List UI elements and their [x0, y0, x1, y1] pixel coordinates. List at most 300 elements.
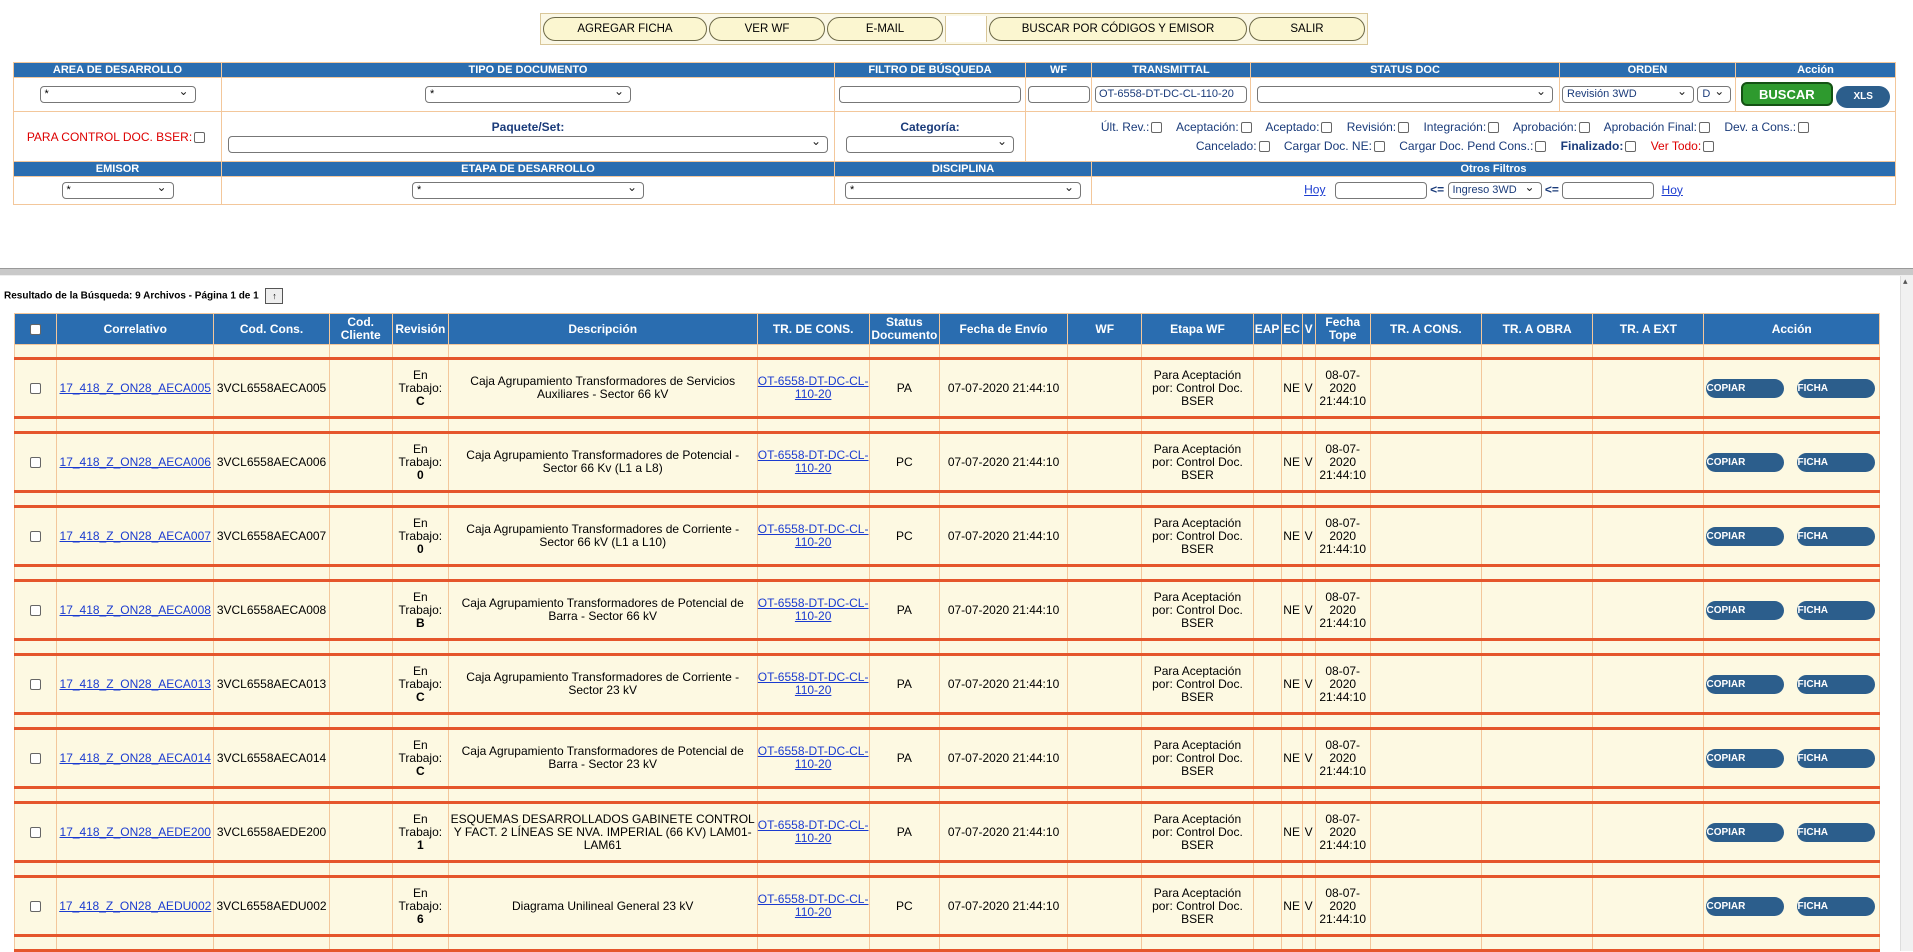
toolbar-separator [945, 16, 987, 42]
buscar-button[interactable]: BUSCAR [1741, 82, 1833, 106]
etapa-wf-cell: Para Aceptación por: Control Doc. BSER [1142, 359, 1253, 418]
cod-cliente-cell [329, 729, 392, 788]
revision-value: C [415, 763, 425, 778]
table-row [15, 433, 1880, 492]
orden-select[interactable]: Revisión 3WD ⌄ [1562, 86, 1694, 103]
tr-a-cons-cell [1370, 655, 1481, 714]
control-bser-checkbox[interactable] [194, 132, 205, 143]
accion-cell [1704, 359, 1880, 418]
dev-a-cons-checkbox[interactable] [1798, 122, 1809, 133]
revision-value: C [415, 393, 425, 408]
status-cell: PC [869, 433, 939, 492]
fecha-tope-cell: 08-07-2020 21:44:10 [1315, 803, 1370, 862]
fecha-desde-input[interactable] [1335, 182, 1427, 199]
accion-cell [1704, 433, 1880, 492]
cod-cliente-cell [329, 877, 392, 936]
area-header: AREA DE DESARROLLO [14, 63, 222, 78]
tr-cons-link[interactable]: OT-6558-DT-DC-CL-110-20 [757, 744, 869, 771]
col-accion: Acción [1704, 314, 1880, 345]
accion-cell [1704, 581, 1880, 640]
wf-cell [1068, 803, 1142, 862]
correlativo-cell [57, 507, 214, 566]
paquete-label: Paquete/Set: [491, 120, 565, 134]
tr-cons-cell [757, 877, 869, 936]
fecha-envio-cell: 07-07-2020 21:44:10 [939, 803, 1067, 862]
correlativo-link[interactable]: 17_418_Z_ON28_AECA006 [59, 455, 211, 469]
ficha-button[interactable]: FICHA [1797, 823, 1875, 842]
etapa-select[interactable]: * ⌄ [412, 182, 644, 199]
row-checkbox[interactable] [30, 827, 41, 838]
ult-rev-checkbox[interactable] [1151, 122, 1162, 133]
tr-a-obra-cell [1482, 729, 1593, 788]
wf-cell [1068, 433, 1142, 492]
ver-todo-label: Ver Todo: [1650, 138, 1702, 153]
cod-cliente-cell [329, 359, 392, 418]
col-cod-cons[interactable]: Cod. Cons. [214, 314, 329, 345]
tr-cons-link[interactable]: OT-6558-DT-DC-CL-110-20 [757, 448, 869, 475]
etapa-wf-cell: Para Aceptación por: Control Doc. BSER [1142, 507, 1253, 566]
tr-a-ext-cell [1593, 877, 1704, 936]
col-tr-a-cons[interactable]: TR. A CONS. [1370, 314, 1481, 345]
cod-cons-cell: 3VCL6558AECA007 [214, 507, 329, 566]
col-fecha-envio[interactable]: Fecha de Envío [939, 314, 1067, 345]
revision-cell [392, 803, 448, 862]
cod-cons-cell: 3VCL6558AECA008 [214, 581, 329, 640]
descripcion-cell: Caja Agrupamiento Transformadores de Potencial - Sector 66 Kv (L1 a L8) [448, 433, 757, 492]
descripcion-cell: Diagrama Unilineal General 23 kV [448, 877, 757, 936]
transmittal-header: TRANSMITTAL [1092, 63, 1251, 78]
tr-a-obra-cell [1482, 877, 1593, 936]
col-tr-de-cons[interactable]: TR. DE CONS. [757, 314, 869, 345]
tr-cons-cell [757, 359, 869, 418]
revision-cell [392, 507, 448, 566]
eap-cell [1253, 877, 1281, 936]
row-separator [15, 788, 1880, 803]
tr-a-obra-cell [1482, 433, 1593, 492]
tr-a-cons-cell [1370, 507, 1481, 566]
revision-value: B [415, 615, 425, 630]
col-tr-a-ext[interactable]: TR. A EXT [1593, 314, 1704, 345]
tr-a-obra-cell [1482, 655, 1593, 714]
status-cell: PC [869, 877, 939, 936]
etapa-wf-cell: Para Aceptación por: Control Doc. BSER [1142, 877, 1253, 936]
v-cell: V [1302, 803, 1315, 862]
row-separator [15, 936, 1880, 951]
tr-a-obra-cell [1482, 507, 1593, 566]
v-cell: V [1302, 359, 1315, 418]
revision-value: C [415, 689, 425, 704]
v-cell: V [1302, 507, 1315, 566]
status-cell: PA [869, 729, 939, 788]
revision-label: Revisión: [1346, 119, 1397, 134]
table-row [15, 877, 1880, 936]
col-eap[interactable]: EAP [1253, 314, 1281, 345]
revision-cell [392, 877, 448, 936]
revision-cell [392, 729, 448, 788]
tr-a-ext-cell [1593, 581, 1704, 640]
descripcion-cell: Caja Agrupamiento Transformadores de Corriente - Sector 66 kV (L1 a L10) [448, 507, 757, 566]
ec-cell: NE [1281, 433, 1302, 492]
cod-cons-cell: 3VCL6558AECA013 [214, 655, 329, 714]
row-checkbox-cell [15, 433, 57, 492]
row-separator [15, 418, 1880, 433]
table-row [15, 729, 1880, 788]
integracion-label: Integración: [1423, 119, 1487, 134]
col-etapa-wf[interactable]: Etapa WF [1142, 314, 1253, 345]
copiar-button[interactable]: COPIAR [1706, 601, 1784, 620]
row-checkbox[interactable] [30, 457, 41, 468]
paquete-select[interactable] [228, 136, 828, 153]
table-row [15, 803, 1880, 862]
aceptado-label: Aceptado: [1265, 119, 1320, 134]
lte-label-2: <= [1544, 182, 1559, 197]
ult-rev-label: Últ. Rev.: [1100, 119, 1150, 134]
revision-cell [392, 433, 448, 492]
email-button[interactable]: E-MAIL [827, 17, 943, 41]
etapa-header: ETAPA DE DESARROLLO [222, 162, 835, 177]
cod-cons-cell: 3VCL6558AECA005 [214, 359, 329, 418]
orden-header: ORDEN [1560, 63, 1736, 78]
tr-a-ext-cell [1593, 433, 1704, 492]
disciplina-select[interactable]: * ⌄ [845, 182, 1081, 199]
v-cell: V [1302, 729, 1315, 788]
dev-a-cons-label: Dev. a Cons.: [1724, 119, 1797, 134]
tr-a-ext-cell [1593, 507, 1704, 566]
emisor-select[interactable]: * ⌄ [62, 182, 174, 199]
copiar-button[interactable]: COPIAR [1706, 527, 1784, 546]
eap-cell [1253, 729, 1281, 788]
tr-cons-link[interactable]: OT-6558-DT-DC-CL-110-20 [757, 892, 869, 919]
tr-a-ext-cell [1593, 729, 1704, 788]
row-checkbox-cell [15, 359, 57, 418]
accion-cell [1704, 729, 1880, 788]
status-doc-header: STATUS DOC [1251, 63, 1560, 78]
agregar-ficha-button[interactable]: AGREGAR FICHA [543, 17, 707, 41]
status-cell: PA [869, 581, 939, 640]
tr-a-obra-cell [1482, 359, 1593, 418]
row-checkbox-cell [15, 803, 57, 862]
descripcion-cell: Caja Agrupamiento Transformadores de Potencial de Barra - Sector 66 kV [448, 581, 757, 640]
ec-cell: NE [1281, 359, 1302, 418]
v-cell: V [1302, 877, 1315, 936]
upload-folder-icon[interactable]: ↑ [265, 288, 283, 304]
fecha-tope-cell: 08-07-2020 21:44:10 [1315, 655, 1370, 714]
fecha-tope-cell: 08-07-2020 21:44:10 [1315, 433, 1370, 492]
eap-cell [1253, 655, 1281, 714]
col-fecha-tope[interactable]: Fecha Tope [1315, 314, 1370, 345]
revision-cell [392, 359, 448, 418]
col-ec[interactable]: EC [1281, 314, 1302, 345]
ec-cell: NE [1281, 729, 1302, 788]
filters-panel [13, 62, 1896, 205]
correlativo-link[interactable]: 17_418_Z_ON28_AEDE200 [59, 825, 211, 839]
fecha-envio-cell: 07-07-2020 21:44:10 [939, 655, 1067, 714]
status-doc-select[interactable] [1257, 86, 1553, 103]
revision-cell [392, 655, 448, 714]
xls-button[interactable]: XLS [1836, 86, 1890, 108]
etapa-wf-cell: Para Aceptación por: Control Doc. BSER [1142, 433, 1253, 492]
v-cell: V [1302, 581, 1315, 640]
tr-cons-cell [757, 507, 869, 566]
tr-a-ext-cell [1593, 803, 1704, 862]
copiar-button[interactable]: COPIAR [1706, 749, 1784, 768]
descripcion-cell: Caja Agrupamiento Transformadores de Corriente - Sector 23 kV [448, 655, 757, 714]
col-correlativo[interactable]: Correlativo [57, 314, 214, 345]
ver-wf-button[interactable]: VER WF [709, 17, 825, 41]
row-checkbox[interactable] [30, 383, 41, 394]
control-bser-label: PARA CONTROL DOC. BSER: [26, 129, 193, 144]
row-checkbox[interactable] [30, 679, 41, 690]
accion-cell [1704, 655, 1880, 714]
correlativo-cell [57, 655, 214, 714]
row-separator [15, 862, 1880, 877]
cod-cliente-cell [329, 433, 392, 492]
row-checkbox-cell [15, 729, 57, 788]
revision-state: En Trabajo: [398, 441, 443, 469]
table-row [15, 655, 1880, 714]
cod-cliente-cell [329, 581, 392, 640]
row-checkbox[interactable] [30, 901, 41, 912]
copiar-button[interactable]: COPIAR [1706, 453, 1784, 472]
correlativo-link[interactable]: 17_418_Z_ON28_AECA014 [59, 751, 211, 765]
etapa-wf-cell: Para Aceptación por: Control Doc. BSER [1142, 581, 1253, 640]
aprobacion-checkbox[interactable] [1579, 122, 1590, 133]
tr-cons-link[interactable]: OT-6558-DT-DC-CL-110-20 [757, 670, 869, 697]
fecha-tope-cell: 08-07-2020 21:44:10 [1315, 581, 1370, 640]
transmittal-input[interactable]: OT-6558-DT-DC-CL-110-20 [1095, 86, 1247, 103]
tr-a-cons-cell [1370, 729, 1481, 788]
tr-cons-link[interactable]: OT-6558-DT-DC-CL-110-20 [757, 596, 869, 623]
revision-state: En Trabajo: [398, 663, 443, 691]
ver-todo-checkbox[interactable] [1703, 141, 1714, 152]
correlativo-cell [57, 877, 214, 936]
tr-cons-link[interactable]: OT-6558-DT-DC-CL-110-20 [757, 374, 869, 401]
tr-cons-link[interactable]: OT-6558-DT-DC-CL-110-20 [757, 522, 869, 549]
row-separator [15, 714, 1880, 729]
accion-header: Acción [1736, 63, 1896, 78]
ficha-button[interactable]: FICHA [1797, 749, 1875, 768]
area-select[interactable]: * ⌄ [40, 86, 196, 103]
aceptado-checkbox[interactable] [1321, 122, 1332, 133]
wf-cell [1068, 581, 1142, 640]
lte-label-1: <= [1430, 182, 1445, 197]
wf-input[interactable] [1028, 86, 1090, 103]
eap-cell [1253, 433, 1281, 492]
fecha-envio-cell: 07-07-2020 21:44:10 [939, 433, 1067, 492]
row-separator [15, 566, 1880, 581]
v-cell: V [1302, 433, 1315, 492]
correlativo-cell [57, 581, 214, 640]
table-row [15, 507, 1880, 566]
tr-cons-link[interactable]: OT-6558-DT-DC-CL-110-20 [757, 818, 869, 845]
correlativo-link[interactable]: 17_418_Z_ON28_AEDU002 [59, 899, 212, 913]
tr-cons-cell [757, 581, 869, 640]
emisor-header: EMISOR [14, 162, 222, 177]
tr-cons-cell [757, 729, 869, 788]
aceptacion-label: Aceptación: [1175, 119, 1239, 134]
select-all-checkbox[interactable] [30, 324, 41, 335]
correlativo-link[interactable]: 17_418_Z_ON28_AECA005 [59, 381, 211, 395]
revision-checkbox[interactable] [1398, 122, 1409, 133]
fecha-tope-cell: 08-07-2020 21:44:10 [1315, 877, 1370, 936]
wf-cell [1068, 877, 1142, 936]
table-row [15, 359, 1880, 418]
tr-a-cons-cell [1370, 433, 1481, 492]
tr-cons-cell [757, 655, 869, 714]
tr-cons-cell [757, 433, 869, 492]
col-tr-a-obra[interactable]: TR. A OBRA [1482, 314, 1593, 345]
fecha-tope-cell: 08-07-2020 21:44:10 [1315, 359, 1370, 418]
cod-cons-cell: 3VCL6558AEDE200 [214, 803, 329, 862]
ec-cell: NE [1281, 655, 1302, 714]
cancelado-label: Cancelado: [1195, 138, 1257, 153]
row-checkbox-cell [15, 581, 57, 640]
tipo-header: TIPO DE DOCUMENTO [222, 63, 835, 78]
tr-a-obra-cell [1482, 803, 1593, 862]
disciplina-header: DISCIPLINA [835, 162, 1092, 177]
aprobacion-label: Aprobación: [1512, 119, 1577, 134]
cod-cliente-cell [329, 655, 392, 714]
status-cell: PC [869, 507, 939, 566]
revision-state: En Trabajo: [398, 811, 443, 839]
correlativo-link[interactable]: 17_418_Z_ON28_AECA013 [59, 677, 211, 691]
revision-value: 0 [416, 467, 424, 482]
filtro-header: FILTRO DE BÚSQUEDA [835, 63, 1026, 78]
table-row [15, 581, 1880, 640]
ec-cell: NE [1281, 877, 1302, 936]
cargar-doc-ne-label: Cargar Doc. NE: [1283, 138, 1372, 153]
revision-cell [392, 581, 448, 640]
fecha-envio-cell: 07-07-2020 21:44:10 [939, 507, 1067, 566]
row-checkbox[interactable] [30, 605, 41, 616]
col-status-documento[interactable]: Status Documento [869, 314, 939, 345]
tr-cons-cell [757, 803, 869, 862]
copiar-button[interactable]: COPIAR [1706, 823, 1784, 842]
cargar-doc-ne-checkbox[interactable] [1374, 141, 1385, 152]
copiar-button[interactable]: COPIAR [1706, 675, 1784, 694]
accion-cell [1704, 803, 1880, 862]
categoria-select[interactable] [846, 136, 1014, 153]
otros-filtros-header: Otros Filtros [1092, 162, 1896, 177]
aceptacion-checkbox[interactable] [1241, 122, 1252, 133]
categoria-label: Categoría: [900, 120, 960, 134]
ficha-button[interactable]: FICHA [1797, 601, 1875, 620]
tipo-select[interactable]: * ⌄ [425, 86, 631, 103]
vertical-scrollbar[interactable] [1900, 276, 1913, 951]
filtro-input[interactable] [839, 86, 1021, 103]
descripcion-cell: Caja Agrupamiento Transformadores de Potencial de Barra - Sector 23 kV [448, 729, 757, 788]
ec-cell: NE [1281, 803, 1302, 862]
eap-cell [1253, 581, 1281, 640]
cargar-doc-pend-checkbox[interactable] [1535, 141, 1546, 152]
ficha-button[interactable]: FICHA [1797, 379, 1875, 398]
etapa-wf-cell: Para Aceptación por: Control Doc. BSER [1142, 655, 1253, 714]
col-v[interactable]: V [1302, 314, 1315, 345]
status-cell: PA [869, 655, 939, 714]
col-wf[interactable]: WF [1068, 314, 1142, 345]
descripcion-cell: ESQUEMAS DESARROLLADOS GABINETE CONTROL Y FACT. 2 LÍNEAS SE NVA. IMPERIAL (66 KV) LAM01-LAM61 [448, 803, 757, 862]
eap-cell [1253, 803, 1281, 862]
tr-a-cons-cell [1370, 359, 1481, 418]
fecha-tope-cell: 08-07-2020 21:44:10 [1315, 729, 1370, 788]
ficha-button[interactable]: FICHA [1797, 675, 1875, 694]
cancelado-checkbox[interactable] [1259, 141, 1270, 152]
revision-state: En Trabajo: [398, 885, 443, 913]
hoy-hasta-link[interactable]: Hoy [1661, 182, 1683, 197]
buscar-por-codigos-button[interactable]: BUSCAR POR CÓDIGOS Y EMISOR [989, 17, 1247, 41]
results-title [4, 288, 283, 304]
etapa-wf-cell: Para Aceptación por: Control Doc. BSER [1142, 803, 1253, 862]
row-checkbox[interactable] [30, 753, 41, 764]
col-cod-cliente[interactable]: Cod. Cliente [329, 314, 392, 345]
fecha-tipo-select[interactable]: Ingreso 3WD ⌄ [1448, 182, 1542, 199]
cod-cons-cell: 3VCL6558AECA006 [214, 433, 329, 492]
status-cell: PA [869, 803, 939, 862]
row-checkbox-cell [15, 877, 57, 936]
col-revision[interactable]: Revisión [392, 314, 448, 345]
accion-cell [1704, 507, 1880, 566]
wf-cell [1068, 655, 1142, 714]
revision-value: 6 [416, 911, 424, 926]
wf-cell [1068, 359, 1142, 418]
ficha-button[interactable]: FICHA [1797, 897, 1875, 916]
fecha-envio-cell: 07-07-2020 21:44:10 [939, 581, 1067, 640]
correlativo-cell [57, 433, 214, 492]
correlativo-link[interactable]: 17_418_Z_ON28_AECA008 [59, 603, 211, 617]
cargar-doc-pend-label: Cargar Doc. Pend Cons.: [1399, 138, 1534, 153]
finalizado-checkbox[interactable] [1625, 141, 1636, 152]
row-separator [15, 640, 1880, 655]
col-descripcion[interactable]: Descripción [448, 314, 757, 345]
tr-a-ext-cell [1593, 655, 1704, 714]
section-divider [0, 268, 1913, 276]
wf-cell [1068, 507, 1142, 566]
v-cell: V [1302, 655, 1315, 714]
hoy-desde-link[interactable]: Hoy [1304, 182, 1326, 197]
fecha-envio-cell: 07-07-2020 21:44:10 [939, 877, 1067, 936]
eap-cell [1253, 359, 1281, 418]
row-checkbox[interactable] [30, 531, 41, 542]
aprobacion-final-checkbox[interactable] [1699, 122, 1710, 133]
wf-cell [1068, 729, 1142, 788]
tr-a-obra-cell [1482, 581, 1593, 640]
cod-cons-cell: 3VCL6558AEDU002 [214, 877, 329, 936]
row-checkbox-cell [15, 507, 57, 566]
copiar-button[interactable]: COPIAR [1706, 897, 1784, 916]
tr-a-cons-cell [1370, 877, 1481, 936]
revision-state: En Trabajo: [398, 589, 443, 617]
results-table [14, 313, 1880, 952]
correlativo-cell [57, 729, 214, 788]
tr-a-ext-cell [1593, 359, 1704, 418]
copiar-button[interactable]: COPIAR [1706, 379, 1784, 398]
orden-dir-select[interactable]: D ⌄ [1697, 86, 1731, 103]
correlativo-cell [57, 803, 214, 862]
row-separator [15, 492, 1880, 507]
integracion-checkbox[interactable] [1488, 122, 1499, 133]
top-toolbar [540, 13, 1368, 45]
results-title-text: Resultado de la Búsqueda: 9 Archivos - Página 1 de 1 [4, 290, 259, 302]
ficha-button[interactable]: FICHA [1797, 453, 1875, 472]
salir-button[interactable]: SALIR [1249, 17, 1365, 41]
wf-header: WF [1026, 63, 1092, 78]
correlativo-link[interactable]: 17_418_Z_ON28_AECA007 [59, 529, 211, 543]
fecha-hasta-input[interactable] [1562, 182, 1654, 199]
ficha-button[interactable]: FICHA [1797, 527, 1875, 546]
eap-cell [1253, 507, 1281, 566]
cod-cliente-cell [329, 803, 392, 862]
revision-value: 1 [416, 837, 424, 852]
